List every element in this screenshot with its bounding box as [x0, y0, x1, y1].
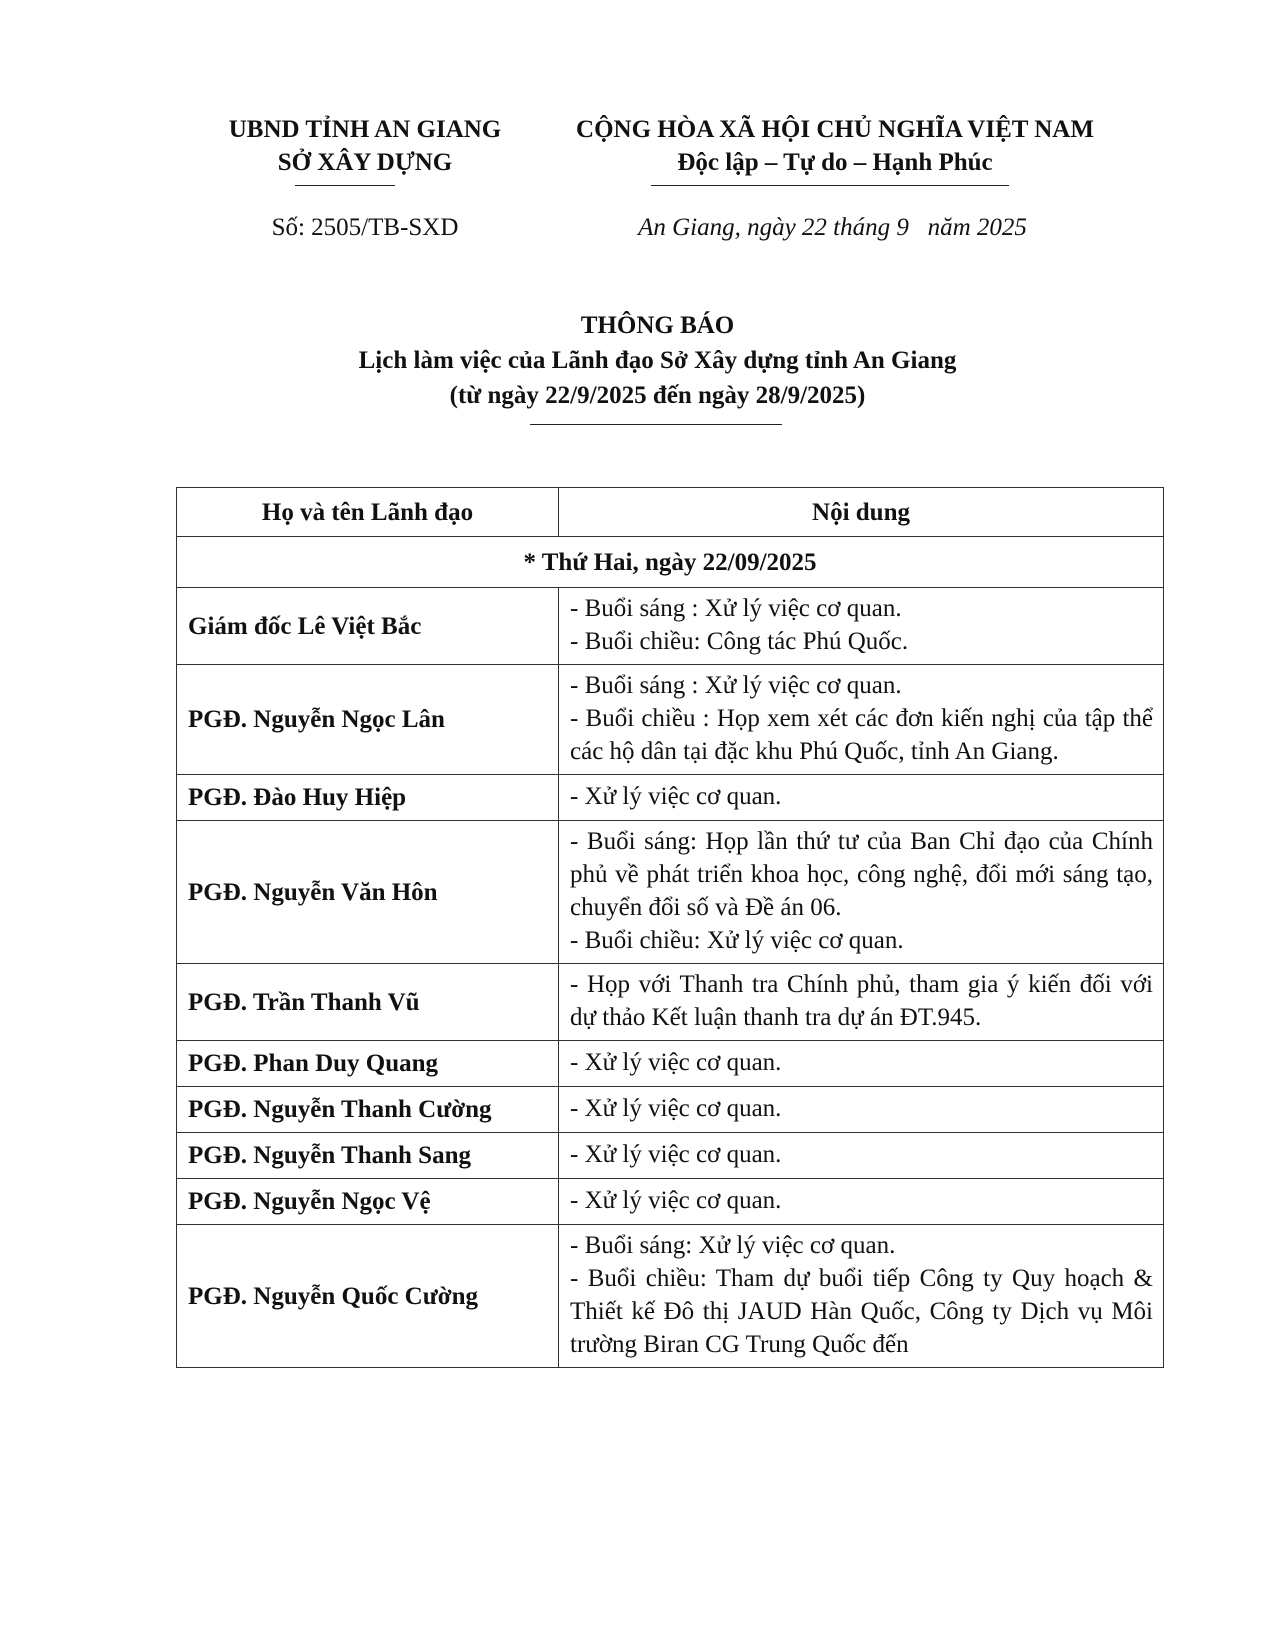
column-header-name: Họ và tên Lãnh đạo	[177, 488, 559, 537]
schedule-content	[559, 775, 1164, 821]
authority-name: UBND TỈNH AN GIANG	[228, 116, 502, 143]
table-row	[177, 1087, 1164, 1133]
table-row	[177, 1225, 1164, 1368]
table-row	[177, 1179, 1164, 1225]
schedule-content	[559, 588, 1164, 665]
schedule-line: - Buổi sáng: Họp lần thứ tư của Ban Chỉ đạo của Chính phủ về phát triển khoa học, công nghệ, đổi mới sáng tạo, chuyển đổi số và Đề án 06.	[570, 828, 1153, 921]
document-number: Số: 2505/TB-SXD	[271, 214, 459, 241]
notice-heading: THÔNG BÁO	[580, 312, 735, 339]
table-row	[177, 1041, 1164, 1087]
schedule-line: - Xử lý việc cơ quan.	[570, 1095, 782, 1122]
schedule-content	[559, 1133, 1164, 1179]
notice-subtitle: Lịch làm việc của Lãnh đạo Sở Xây dựng tỉnh An Giang	[358, 347, 957, 374]
schedule-line: - Xử lý việc cơ quan.	[570, 783, 782, 810]
schedule-line: - Buổi sáng : Xử lý việc cơ quan.	[570, 595, 902, 622]
leader-name: PGĐ. Nguyễn Ngọc Lân	[177, 665, 559, 775]
schedule-line: - Buổi sáng: Xử lý việc cơ quan.	[570, 1232, 896, 1259]
leader-name: PGĐ. Nguyễn Văn Hôn	[177, 821, 559, 964]
leader-name: PGĐ. Phan Duy Quang	[177, 1041, 559, 1087]
national-title: CỘNG HÒA XÃ HỘI CHỦ NGHĨA VIỆT NAM	[576, 116, 1094, 143]
table-row	[177, 665, 1164, 775]
schedule-content	[559, 964, 1164, 1041]
motto-underline	[651, 185, 1009, 186]
schedule-line: - Xử lý việc cơ quan.	[570, 1141, 782, 1168]
schedule-line: - Buổi chiều: Công tác Phú Quốc.	[570, 628, 909, 655]
schedule-line: - Buổi chiều: Xử lý việc cơ quan.	[570, 927, 904, 954]
leader-name: PGĐ. Nguyễn Ngọc Vệ	[177, 1179, 559, 1225]
department-name: SỞ XÂY DỰNG	[277, 149, 453, 176]
table-row	[177, 588, 1164, 665]
table-row	[177, 775, 1164, 821]
schedule-content	[559, 821, 1164, 964]
leader-name: PGĐ. Trần Thanh Vũ	[177, 964, 559, 1041]
schedule-table	[176, 487, 1164, 1368]
day-row	[177, 537, 1164, 588]
issuing-authority-block	[190, 113, 540, 179]
column-header-content: Nội dung	[559, 488, 1164, 537]
leader-name: PGĐ. Nguyễn Thanh Cường	[177, 1087, 559, 1133]
national-motto: Độc lập – Tự do – Hạnh Phúc	[677, 149, 993, 176]
national-header-block	[545, 113, 1125, 179]
schedule-line: - Xử lý việc cơ quan.	[570, 1049, 782, 1076]
schedule-content	[559, 1087, 1164, 1133]
schedule-content	[559, 1179, 1164, 1225]
schedule-content	[559, 665, 1164, 775]
schedule-line: - Buổi chiều : Họp xem xét các đơn kiến nghị của tập thể các hộ dân tại đặc khu Phú Quốc, tỉnh An Giang.	[570, 705, 1153, 765]
table-row	[177, 821, 1164, 964]
schedule-line: - Họp với Thanh tra Chính phủ, tham gia ý kiến đối với dự thảo Kết luận thanh tra dự án ĐT.945.	[570, 971, 1153, 1031]
leader-name: PGĐ. Đào Huy Hiệp	[177, 775, 559, 821]
table-row	[177, 964, 1164, 1041]
leader-name: PGĐ. Nguyễn Thanh Sang	[177, 1133, 559, 1179]
title-underline	[530, 424, 782, 425]
schedule-content	[559, 1225, 1164, 1368]
day-label: * Thứ Hai, ngày 22/09/2025	[177, 537, 1164, 588]
leader-name: PGĐ. Nguyễn Quốc Cường	[177, 1225, 559, 1368]
table-header-row	[177, 488, 1164, 537]
schedule-content	[559, 1041, 1164, 1087]
leader-name: Giám đốc Lê Việt Bắc	[177, 588, 559, 665]
schedule-line: - Xử lý việc cơ quan.	[570, 1187, 782, 1214]
table-row	[177, 1133, 1164, 1179]
department-underline	[295, 185, 395, 186]
schedule-line: - Buổi chiều: Tham dự buổi tiếp Công ty Quy hoạch & Thiết kế Đô thị JAUD Hàn Quốc, Công ty Dịch vụ Môi trường Biran CG Trung Quốc đến	[570, 1265, 1153, 1358]
notice-period: (từ ngày 22/9/2025 đến ngày 28/9/2025)	[449, 382, 866, 409]
schedule-line: - Buổi sáng : Xử lý việc cơ quan.	[570, 672, 902, 699]
notice-title-block	[200, 308, 1115, 413]
place-date: An Giang, ngày 22 tháng 9 năm 2025	[638, 214, 1027, 241]
